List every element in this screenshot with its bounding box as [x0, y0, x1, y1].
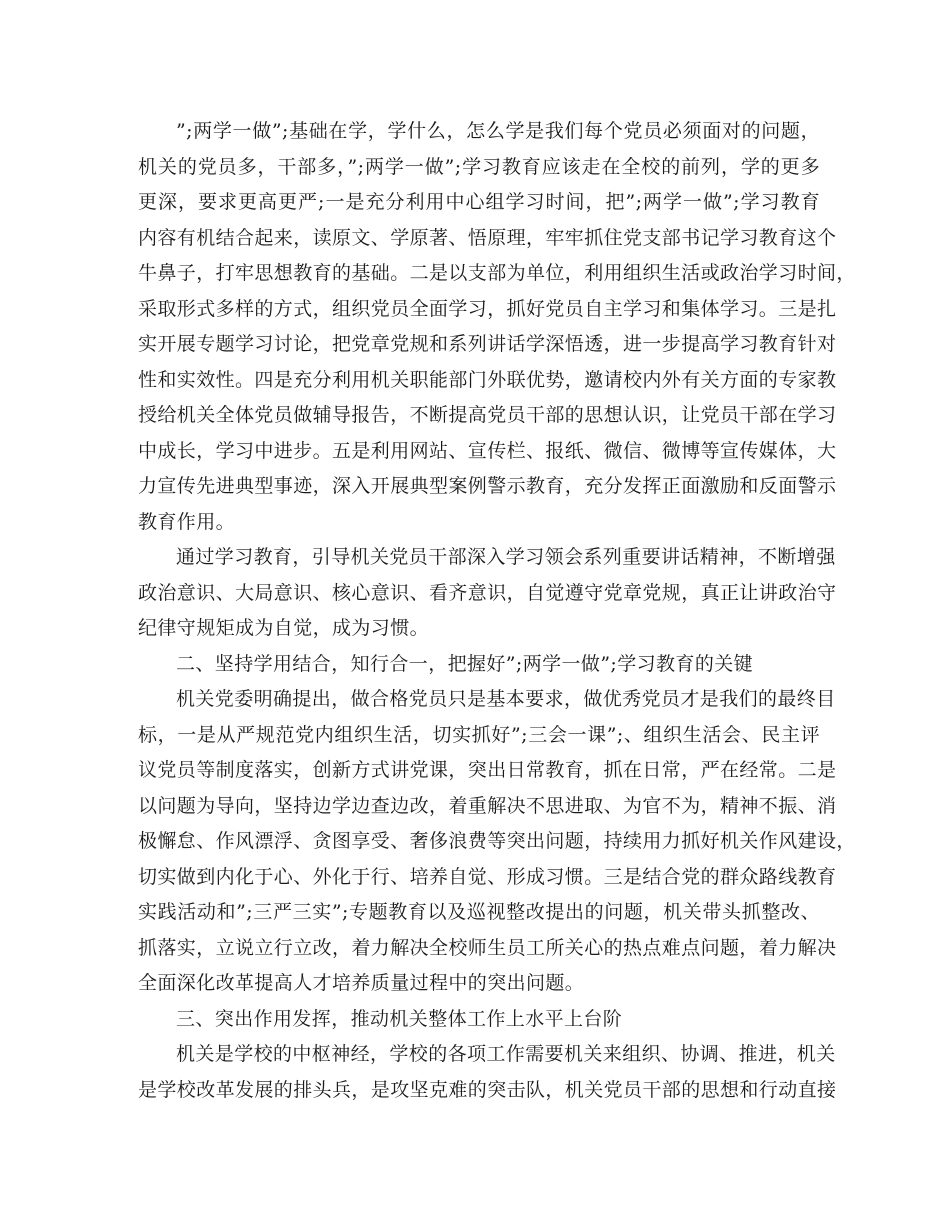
text-line: 标，一是从严规范党内组织生活，切实抓好”;三会一课”;、组织生活会、民主评 — [138, 723, 820, 746]
text-line: 纪律守规矩成为自觉，成为习惯。 — [138, 617, 430, 639]
text-line: 采取形式多样的方式，组织党员全面学习，抓好党员自主学习和集体学习。三是扎 — [138, 297, 837, 320]
text-line: 全面深化改革提高人才培养质量过程中的突出问题。 — [138, 972, 585, 994]
body-text — [138, 114, 856, 1108]
text-line: 教育作用。 — [138, 510, 236, 533]
text-line: 机关的党员多，干部多，”;两学一做”;学习教育应该走在全校的前列，学的更多 — [138, 155, 820, 178]
text-line: 以问题为导向，坚持边学边查边改，着重解决不思进取、为官不为，精神不振、消 — [138, 794, 837, 817]
text-line: 极懈怠、作风漂浮、贪图享受、奢侈浪费等突出问题，持续用力抓好机关作风建设， — [138, 830, 856, 852]
text-line: 更深，要求更高更严;一是充分利用中心组学习时间，把”;两学一做”;学习教育 — [138, 191, 820, 213]
text-line: 抓落实，立说立行立改，着力解决全校师生员工所关心的热点难点问题，着力解决 — [138, 936, 837, 959]
text-line: 牛鼻子，打牢思想教育的基础。二是以支部为单位，利用组织生活或政治学习时间， — [138, 262, 856, 284]
text-line: 授给机关全体党员做辅导报告，不断提高党员干部的思想认识，让党员干部在学习 — [138, 404, 837, 426]
text-line: 政治意识、大局意识、核心意识、看齐意识，自觉遵守党章党规，真正让讲政治守 — [138, 581, 837, 604]
text-line: 切实做到内化于心、外化于行、培养自觉、形成习惯。三是结合党的群众路线教育 — [138, 865, 837, 888]
text-line: 内容有机结合起来，读原文、学原著、悟原理，牢牢抓住党支部书记学习教育这个 — [138, 226, 837, 249]
text-line: ”;两学一做”;基础在学，学什么，怎么学是我们每个党员必须面对的问题， — [176, 120, 820, 142]
text-line: 机关是学校的中枢神经，学校的各项工作需要机关来组织、协调、推进，机关 — [176, 1043, 836, 1065]
text-line: 性和实效性。四是充分利用机关职能部门外联优势，邀请校内外有关方面的专家教 — [138, 368, 837, 391]
text-line: 议党员等制度落实，创新方式讲党课，突出日常教育，抓在日常，严在经常。二是 — [138, 759, 837, 781]
text-line: 通过学习教育，引导机关党员干部深入学习领会系列重要讲话精神，不断增强 — [176, 546, 836, 568]
text-line: 是学校改革发展的排头兵，是攻坚克难的突击队，机关党员干部的思想和行动直接 — [138, 1078, 837, 1101]
text-line: 中成长，学习中进步。五是利用网站、宣传栏、报纸、微信、微博等宣传媒体，大 — [138, 439, 837, 462]
section-heading: 二、坚持学用结合，知行合一，把握好”;两学一做”;学习教育的关键 — [176, 652, 754, 675]
text-line: 力宣传先进典型事迹，深入开展典型案例警示教育，充分发挥正面激励和反面警示 — [138, 475, 837, 497]
text-line: 实开展专题学习讨论，把党章党规和系列讲话学深悟透，进一步提高学习教育针对 — [138, 333, 837, 355]
text-line: 实践活动和”;三严三实”;专题教育以及巡视整改提出的问题，机关带头抓整改、 — [138, 901, 820, 923]
section-heading: 三、突出作用发挥，推动机关整体工作上水平上台阶 — [176, 1007, 623, 1030]
text-line: 机关党委明确提出，做合格党员只是基本要求，做优秀党员才是我们的最终目 — [176, 688, 836, 710]
